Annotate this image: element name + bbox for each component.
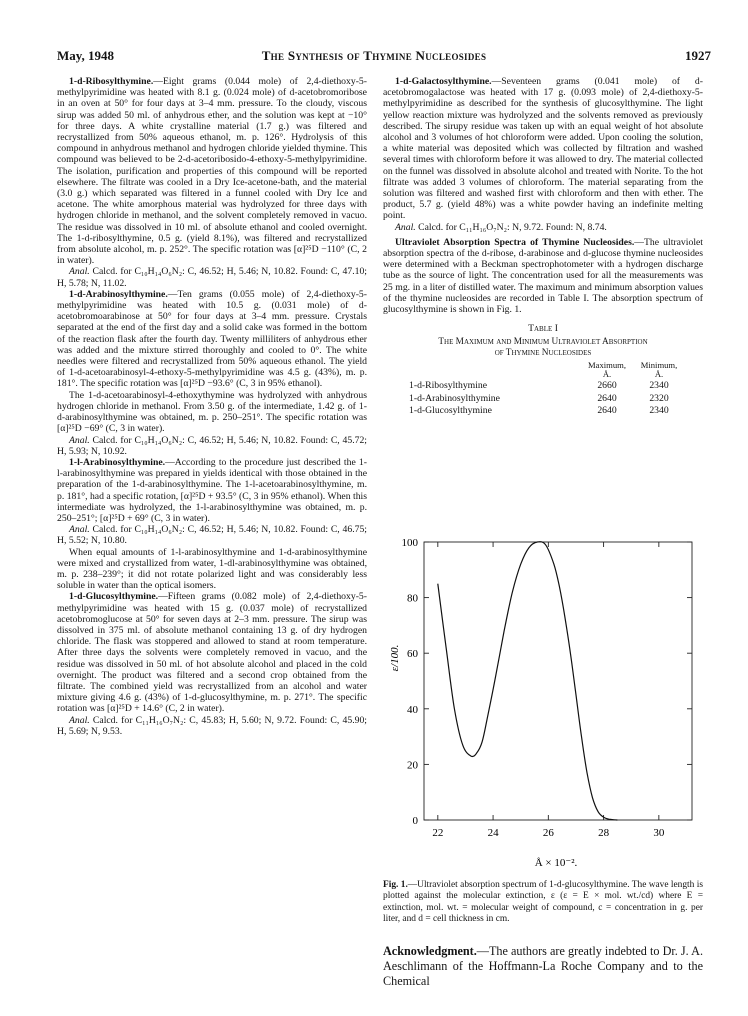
paragraph-dl-arabinosylthymine — [57, 547, 367, 592]
table-cell-name: 1-d-Glucosylthymine — [409, 404, 492, 416]
section-heading: 1-d-Ribosylthymine. — [69, 76, 154, 87]
header-min-unit: Å. — [654, 369, 664, 380]
table-row — [409, 393, 685, 405]
header-max-label: Maximum, — [588, 360, 626, 371]
paragraph-text: —Seventeen grams (0.041 mole) of d-acetobromogalactose was heated with 17 g. (0.093 mole) of 2,4-diethoxy-5-methylpyrimidine as described for the synthesis of glucosylthymine. The light yellow reaction mixture was hydrolyzed and the solvents removed as previously described. The sirupy residue was taken up with an equal weight of hot absolute alcohol and 3 volumes of hot chloroform were added. Upon cooling the solution, a white material was deposited which was collected by filtration and washed several times with chloroform before it was allowed to dry. The material collected on the funnel was dissolved in absolute alcohol and treated with Norite. To the hot filtrate was added 3 volumes of chloroform. The material separating from the solution was filtered and washed first with chloroform and then with ether. The product, 5.7 g. (yield 48%) was a white powder having an indefinite melting point. — [383, 76, 703, 222]
chart-axes — [424, 542, 692, 820]
right-column — [383, 76, 703, 417]
paragraph-text: —According to the procedure just described the 1-l-arabinosylthymine was prepared in yields identical with those obtained in the preparation of the 1-d-arabinosylthymine. The 1-l-acetoarabinosylthymine, m. p. 181°, had a specific rotation, [α]²⁵D + 93.5° (C, 3 in 95% ethanol). When this intermediate was hydrolyzed, the 1-l-arabinosylthymine was obtained, m. p. 250–251°; [α]²⁵D + 69° (C, 3 in water). — [57, 456, 367, 524]
table-row — [409, 405, 685, 417]
analysis-line — [57, 715, 367, 737]
analysis-label: Anal. — [69, 714, 90, 726]
table-row — [409, 380, 685, 392]
analysis-line — [57, 266, 367, 288]
analysis-text: Calcd. for C₁₀H₁₄O₆N₂: C, 46.52; H, 5.46; N, 10.82. Found: C, 47.10; H, 5.78; N, 11.02. — [57, 266, 367, 289]
paragraph-text: —The ultraviolet absorption spectra of the d-ribose, d-arabinose and d-glucose thymine nucleosides were determined with a Beckman spectrophotometer with a hydrogen discharge tube as the source of light. The concentration used for all the measurements was 25 mg. in a liter of distilled water. The maximum and minimum absorption values of the thymine nucleosides are recorded in Table I. The absorption spectrum of glucosylthymine is shown in Fig. 1. — [383, 236, 703, 316]
paragraph-text: —Eight grams (0.044 mole) of 2,4-diethoxy-5-methylpyrimidine was heated with 8.1 g. (0.024 mole) of d-acetobromoribose in an oven at 50° for four days at 3–4 mm. pressure. To the cloudy, viscous sirup was added 50 ml. of anhydrous ether, and the solution was kept at −10° for three days. A white crystalline material (1.7 g.) was filtered and recrystallized from 50% aqueous ethanol, m. p. 126°. Hydrolysis of this compound in anhydrous methanol and hydrogen chloride yielded thymine. This compound was believed to be 2-d-acetoribosido-4-ethoxy-5-methylpyrimidine. The isolation, purification and properties of this compound will be reported elsewhere. The filtrate was cooled in a Dry Ice-acetone-bath, and the material (3.0 g.) which separated was filtered in a funnel cooled with Dry Ice and acetone. The white amorphous material was hydrolyzed for three days with hydrogen chloride in methanol, and the solvent completely removed in vacuo. The residue was dissolved in 10 ml. of absolute ethanol and cooled overnight. The 1-d-ribosylthymine, 0.5 g. (yield 8.1%), was filtered and recrystallized from absolute alcohol, m. p. 252°. The specific rotation was [α]²⁵D −110° (C, 2 in water). — [57, 76, 367, 267]
acknowledgment — [383, 944, 703, 989]
running-header-title: The Synthesis of Thymine Nucleosides — [261, 48, 487, 63]
analysis-label: Anal. — [69, 434, 90, 446]
acknowledgment-text: —The authors are greatly indebted to Dr. J. A. Aeschlimann of the Hoffmann-La Roche Company and to the Chemical — [383, 944, 703, 988]
table-cell-max: 2640 — [597, 404, 617, 416]
absorption-chart — [380, 530, 710, 880]
paragraph-uv-spectra — [383, 237, 703, 315]
absorption-table — [409, 361, 685, 417]
analysis-text: Calcd. for C₁₁H₁₆O₇N₂: N, 9.72. Found: N, 8.74. — [415, 221, 607, 233]
section-heading: 1-d-Arabinosylthymine. — [69, 288, 168, 300]
chart-ticks — [402, 537, 693, 839]
y-tick-label: 0 — [412, 815, 418, 827]
header-max-unit: Å. — [602, 369, 612, 380]
paragraph-l-arabinosylthymine — [57, 457, 367, 524]
paragraph-ribosylthymine — [57, 76, 367, 266]
page-number: 1927 — [685, 48, 711, 63]
figure-caption-text: —Ultraviolet absorption spectrum of 1-d-glucosylthymine. The wave length is plotted against the molecular extinction, ε (ε = E × mol. wt./cd) where E = extinction, mol. wt. = molecular weight of compound, c = concentration in g. per liter, and d = cell thickness in cm. — [383, 880, 703, 924]
x-tick-label: 24 — [487, 827, 499, 839]
table-header-maximum — [581, 361, 633, 380]
figure-1 — [380, 530, 710, 880]
y-tick-label: 20 — [407, 759, 418, 772]
analysis-line — [57, 524, 367, 546]
y-tick-label: 60 — [407, 648, 418, 661]
table-cell-max: 2640 — [597, 392, 617, 404]
x-axis-label: Å × 10⁻². — [534, 857, 578, 869]
figure-caption-label: Fig. 1. — [383, 880, 408, 890]
table-label: Table I — [528, 323, 558, 335]
x-tick-label: 30 — [653, 827, 665, 839]
section-heading: 1-d-Glucosylthymine. — [69, 591, 159, 603]
y-tick-label: 80 — [407, 592, 418, 605]
paragraph-text: —Fifteen grams (0.082 mole) of 2,4-diethoxy-5-methylpyrimidine was heated with 15 g. (0.037 mole) of recrystallized acetobromoglucose at 50° for seven days at 2–3 mm. pressure. The sirup was dissolved in 375 ml. of absolute methanol containing 13 g. of dry hydrogen chloride. The flask was stoppered and allowed to stand at room temperature. After three days the solvents were completely removed in vacuo, and the residue was dissolved in 50 ml. of hot absolute alcohol and placed in the cold overnight. The product was filtered and a second crop obtained from the filtrate. The combined yield was recrystallized from an alcohol and water mixture giving 4.6 g. (43%) of 1-d-glucosylthymine, m. p. 271°. The specific rotation was [α]²⁵D + 14.6° (C, 2 in water). — [57, 591, 367, 715]
plot-frame — [424, 542, 692, 820]
table-cell-min: 2340 — [649, 380, 669, 392]
left-column — [57, 76, 367, 737]
section-heading: Ultraviolet Absorption Spectra of Thymine Nucleosides. — [395, 236, 635, 248]
table-header-blank — [409, 361, 581, 380]
analysis-label: Anal. — [395, 221, 416, 233]
section-heading: 1-l-Arabinosylthymine. — [69, 456, 166, 468]
paragraph-glucosylthymine — [57, 591, 367, 714]
acknowledgment-heading: Acknowledgment. — [383, 944, 477, 958]
analysis-text: Calcd. for C₁₀H₁₄O₆N₂: C, 46.52; H, 5.46; N, 10.82. Found: C, 46.75; H, 5.52; N, 10.80. — [57, 524, 367, 547]
y-tick-label: 100 — [401, 537, 418, 549]
table-cell-name: 1-d-Arabinosylthymine — [409, 392, 500, 404]
analysis-text: Calcd. for C₁₀H₁₄O₆N₂: C, 46.52; H, 5.46; N, 10.82. Found: C, 45.72; H, 5.93; N, 10.92. — [57, 434, 367, 457]
y-tick-label: 40 — [407, 703, 418, 716]
x-tick-label: 22 — [432, 827, 444, 839]
x-tick-label: 26 — [542, 827, 554, 839]
analysis-label: Anal. — [69, 266, 90, 278]
analysis-text: Calcd. for C₁₁H₁₆O₇N₂: C, 45.83; H, 5.60; N, 9.72. Found: C, 45.90; H, 5.69; N, 9.53. — [57, 714, 367, 737]
chart-series — [438, 542, 618, 820]
paragraph-text: —Ten grams (0.055 mole) of 2,4-diethoxy-5-methylpyrimidine was heated with 10.5 g. (0.031 mole) of d-acetobromoarabinose at 50° for four days at 3–4 mm. pressure. Crystals separated at the end of the first day and a solid cake was formed in the bottom of the reaction flask after the fourth day. Twenty milliliters of anhydrous ether was added and the mixture stirred thoroughly and cooled to 0°. The white needles were filtered and recrystallized from 50% aqueous ethanol. The yield of 1-d-acetoarabinosyl-4-ethoxy-5-methylpyrimidine was 4.5 g. (43%), m. p. 181°. The specific rotation was [α]²⁵D −93.6° (C, 3 in 95% ethanol). — [57, 288, 367, 390]
paragraph-galactosylthymine — [383, 76, 703, 222]
paragraph-arabinosylthymine — [57, 289, 367, 390]
paragraph-text: When equal amounts of 1-l-arabinosylthymine and 1-d-arabinosylthymine were mixed and crystallized from water, 1-dl-arabinosylthymine was obtained, m. p. 238–239°; it did not rotate polarized light and was considerably less soluble in water than the optical isomers. — [57, 546, 367, 592]
section-heading: 1-d-Galactosylthymine. — [395, 76, 492, 87]
table-cell-min: 2320 — [649, 392, 669, 404]
analysis-label: Anal. — [69, 524, 90, 536]
spectrum-line — [438, 542, 618, 820]
table-cell-max: 2660 — [597, 380, 617, 392]
table-cell-name: 1-d-Ribosylthymine — [409, 380, 488, 392]
y-axis-label: ε/100. — [389, 644, 401, 672]
analysis-line — [383, 222, 703, 233]
table-header-row — [409, 361, 685, 380]
table-cell-min: 2340 — [649, 404, 669, 416]
table-header-minimum — [633, 361, 685, 380]
paragraph-text: The 1-d-acetoarabinosyl-4-ethoxythymine was hydrolyzed with anhydrous hydrogen chloride in methanol. From 3.50 g. of the intermediate, 1.42 g. of 1-d-arabinosylthymine was obtained, m. p. 250–251°. The specific rotation was [α]²⁵D −69° (C, 3 in water). — [57, 389, 367, 435]
x-tick-label: 28 — [598, 827, 610, 839]
table-subtitle: of Thymine Nucleosides — [494, 348, 592, 359]
figure-caption — [383, 880, 703, 925]
paragraph-hydrolysis — [57, 390, 367, 435]
analysis-line — [57, 435, 367, 457]
header-min-label: Minimum, — [640, 360, 678, 371]
table-title: The Maximum and Minimum Ultraviolet Absorption — [438, 337, 648, 348]
running-header-date: May, 1948 — [57, 48, 115, 63]
